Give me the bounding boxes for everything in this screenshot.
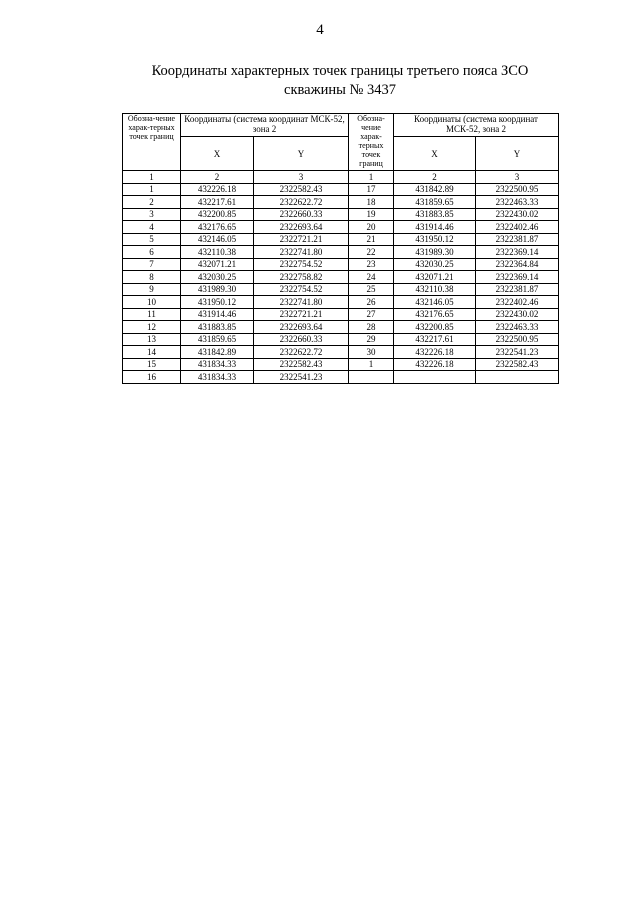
x-coordinate: 432071.21	[181, 258, 254, 271]
coordinate-system-header: Координаты (система координат МСК-52, зона 2	[181, 114, 349, 137]
point-id: 20	[349, 221, 394, 234]
point-id: 5	[123, 233, 181, 246]
x-coordinate: 432200.85	[181, 208, 254, 221]
point-designation-header: Обозна-чение харак-терных точек границ	[123, 114, 181, 171]
point-id: 12	[123, 321, 181, 334]
point-id	[349, 371, 394, 384]
document-title	[100, 62, 580, 100]
x-coordinate: 431883.85	[394, 208, 476, 221]
y-coordinate: 2322582.43	[254, 183, 349, 196]
x-coordinate: 431914.46	[394, 221, 476, 234]
point-id: 2	[123, 196, 181, 209]
y-coordinate: 2322463.33	[476, 196, 559, 209]
x-coordinate: 432217.61	[181, 196, 254, 209]
x-coordinate: 432226.18	[181, 183, 254, 196]
y-coordinate: 2322660.33	[254, 208, 349, 221]
table-row	[123, 283, 559, 296]
y-axis-header-right: Y	[476, 137, 559, 171]
y-coordinate: 2322402.46	[476, 221, 559, 234]
point-id: 1	[349, 358, 394, 371]
table-row	[123, 233, 559, 246]
point-id: 8	[123, 271, 181, 284]
point-id: 6	[123, 246, 181, 259]
x-coordinate	[394, 371, 476, 384]
x-coordinate: 431914.46	[181, 308, 254, 321]
x-coordinate: 431859.65	[181, 333, 254, 346]
x-coordinate: 431950.12	[181, 296, 254, 309]
x-coordinate: 431842.89	[181, 346, 254, 359]
point-id: 15	[123, 358, 181, 371]
x-coordinate: 432226.18	[394, 358, 476, 371]
table-row	[123, 208, 559, 221]
table-body	[123, 183, 559, 383]
table-header-row	[123, 114, 559, 137]
point-id: 17	[349, 183, 394, 196]
column-index: 1	[123, 171, 181, 184]
y-coordinate: 2322622.72	[254, 196, 349, 209]
table-row	[123, 346, 559, 359]
point-id: 26	[349, 296, 394, 309]
point-id: 16	[123, 371, 181, 384]
table-row	[123, 258, 559, 271]
point-id: 25	[349, 283, 394, 296]
x-axis-header-right: X	[394, 137, 476, 171]
point-id: 29	[349, 333, 394, 346]
column-index: 1	[349, 171, 394, 184]
table-row	[123, 183, 559, 196]
y-coordinate: 2322741.80	[254, 296, 349, 309]
y-coordinate: 2322660.33	[254, 333, 349, 346]
y-coordinate: 2322693.64	[254, 221, 349, 234]
y-coordinate	[476, 371, 559, 384]
x-coordinate: 431950.12	[394, 233, 476, 246]
table-row	[123, 221, 559, 234]
x-coordinate: 432030.25	[394, 258, 476, 271]
point-id: 27	[349, 308, 394, 321]
y-coordinate: 2322402.46	[476, 296, 559, 309]
y-coordinate: 2322369.14	[476, 246, 559, 259]
table-row	[123, 271, 559, 284]
coordinate-system-header-right: Координаты (система координат МСК-52, зона 2	[394, 114, 559, 137]
y-coordinate: 2322381.87	[476, 283, 559, 296]
point-id: 13	[123, 333, 181, 346]
y-coordinate: 2322541.23	[254, 371, 349, 384]
y-coordinate: 2322721.21	[254, 233, 349, 246]
x-coordinate: 432176.65	[394, 308, 476, 321]
table-row	[123, 196, 559, 209]
y-coordinate: 2322741.80	[254, 246, 349, 259]
point-id: 11	[123, 308, 181, 321]
y-coordinate: 2322721.21	[254, 308, 349, 321]
table-axis-row	[123, 137, 559, 171]
x-axis-header: X	[181, 137, 254, 171]
y-coordinate: 2322500.95	[476, 333, 559, 346]
coordinates-table	[122, 113, 559, 384]
title-line-2: скважины № 3437	[284, 82, 396, 98]
column-index-row	[123, 171, 559, 184]
table-row	[123, 308, 559, 321]
point-id: 9	[123, 283, 181, 296]
x-coordinate: 431859.65	[394, 196, 476, 209]
x-coordinate: 431842.89	[394, 183, 476, 196]
x-coordinate: 432030.25	[181, 271, 254, 284]
point-id: 3	[123, 208, 181, 221]
point-id: 14	[123, 346, 181, 359]
y-coordinate: 2322582.43	[476, 358, 559, 371]
table-row	[123, 321, 559, 334]
y-coordinate: 2322582.43	[254, 358, 349, 371]
point-id: 7	[123, 258, 181, 271]
x-coordinate: 432146.05	[181, 233, 254, 246]
x-coordinate: 431834.33	[181, 358, 254, 371]
column-index: 3	[476, 171, 559, 184]
column-index: 3	[254, 171, 349, 184]
x-coordinate: 432217.61	[394, 333, 476, 346]
point-id: 21	[349, 233, 394, 246]
y-coordinate: 2322758.82	[254, 271, 349, 284]
column-index: 2	[394, 171, 476, 184]
x-coordinate: 431989.30	[394, 246, 476, 259]
point-id: 30	[349, 346, 394, 359]
x-coordinate: 432110.38	[181, 246, 254, 259]
y-coordinate: 2322369.14	[476, 271, 559, 284]
y-axis-header: Y	[254, 137, 349, 171]
y-coordinate: 2322381.87	[476, 233, 559, 246]
x-coordinate: 431989.30	[181, 283, 254, 296]
point-id: 28	[349, 321, 394, 334]
point-id: 10	[123, 296, 181, 309]
point-id: 19	[349, 208, 394, 221]
table-row	[123, 358, 559, 371]
point-id: 1	[123, 183, 181, 196]
y-coordinate: 2322541.23	[476, 346, 559, 359]
point-id: 18	[349, 196, 394, 209]
title-line-1: Координаты характерных точек границы третьего пояса ЗСО	[151, 63, 529, 79]
point-id: 23	[349, 258, 394, 271]
x-coordinate: 432110.38	[394, 283, 476, 296]
x-coordinate: 432146.05	[394, 296, 476, 309]
table-row	[123, 296, 559, 309]
point-id: 22	[349, 246, 394, 259]
x-coordinate: 432071.21	[394, 271, 476, 284]
x-coordinate: 432200.85	[394, 321, 476, 334]
table-row	[123, 246, 559, 259]
y-coordinate: 2322500.95	[476, 183, 559, 196]
x-coordinate: 432226.18	[394, 346, 476, 359]
table-row	[123, 371, 559, 384]
x-coordinate: 432176.65	[181, 221, 254, 234]
y-coordinate: 2322463.33	[476, 321, 559, 334]
point-id: 24	[349, 271, 394, 284]
column-index: 2	[181, 171, 254, 184]
y-coordinate: 2322693.64	[254, 321, 349, 334]
y-coordinate: 2322754.52	[254, 283, 349, 296]
page-number: 4	[316, 22, 324, 38]
y-coordinate: 2322622.72	[254, 346, 349, 359]
point-id: 4	[123, 221, 181, 234]
y-coordinate: 2322430.02	[476, 208, 559, 221]
x-coordinate: 431883.85	[181, 321, 254, 334]
table-row	[123, 333, 559, 346]
x-coordinate: 431834.33	[181, 371, 254, 384]
y-coordinate: 2322754.52	[254, 258, 349, 271]
y-coordinate: 2322430.02	[476, 308, 559, 321]
point-designation-header-right: Обозна-чение харак-терных точек границ	[349, 114, 394, 171]
y-coordinate: 2322364.84	[476, 258, 559, 271]
